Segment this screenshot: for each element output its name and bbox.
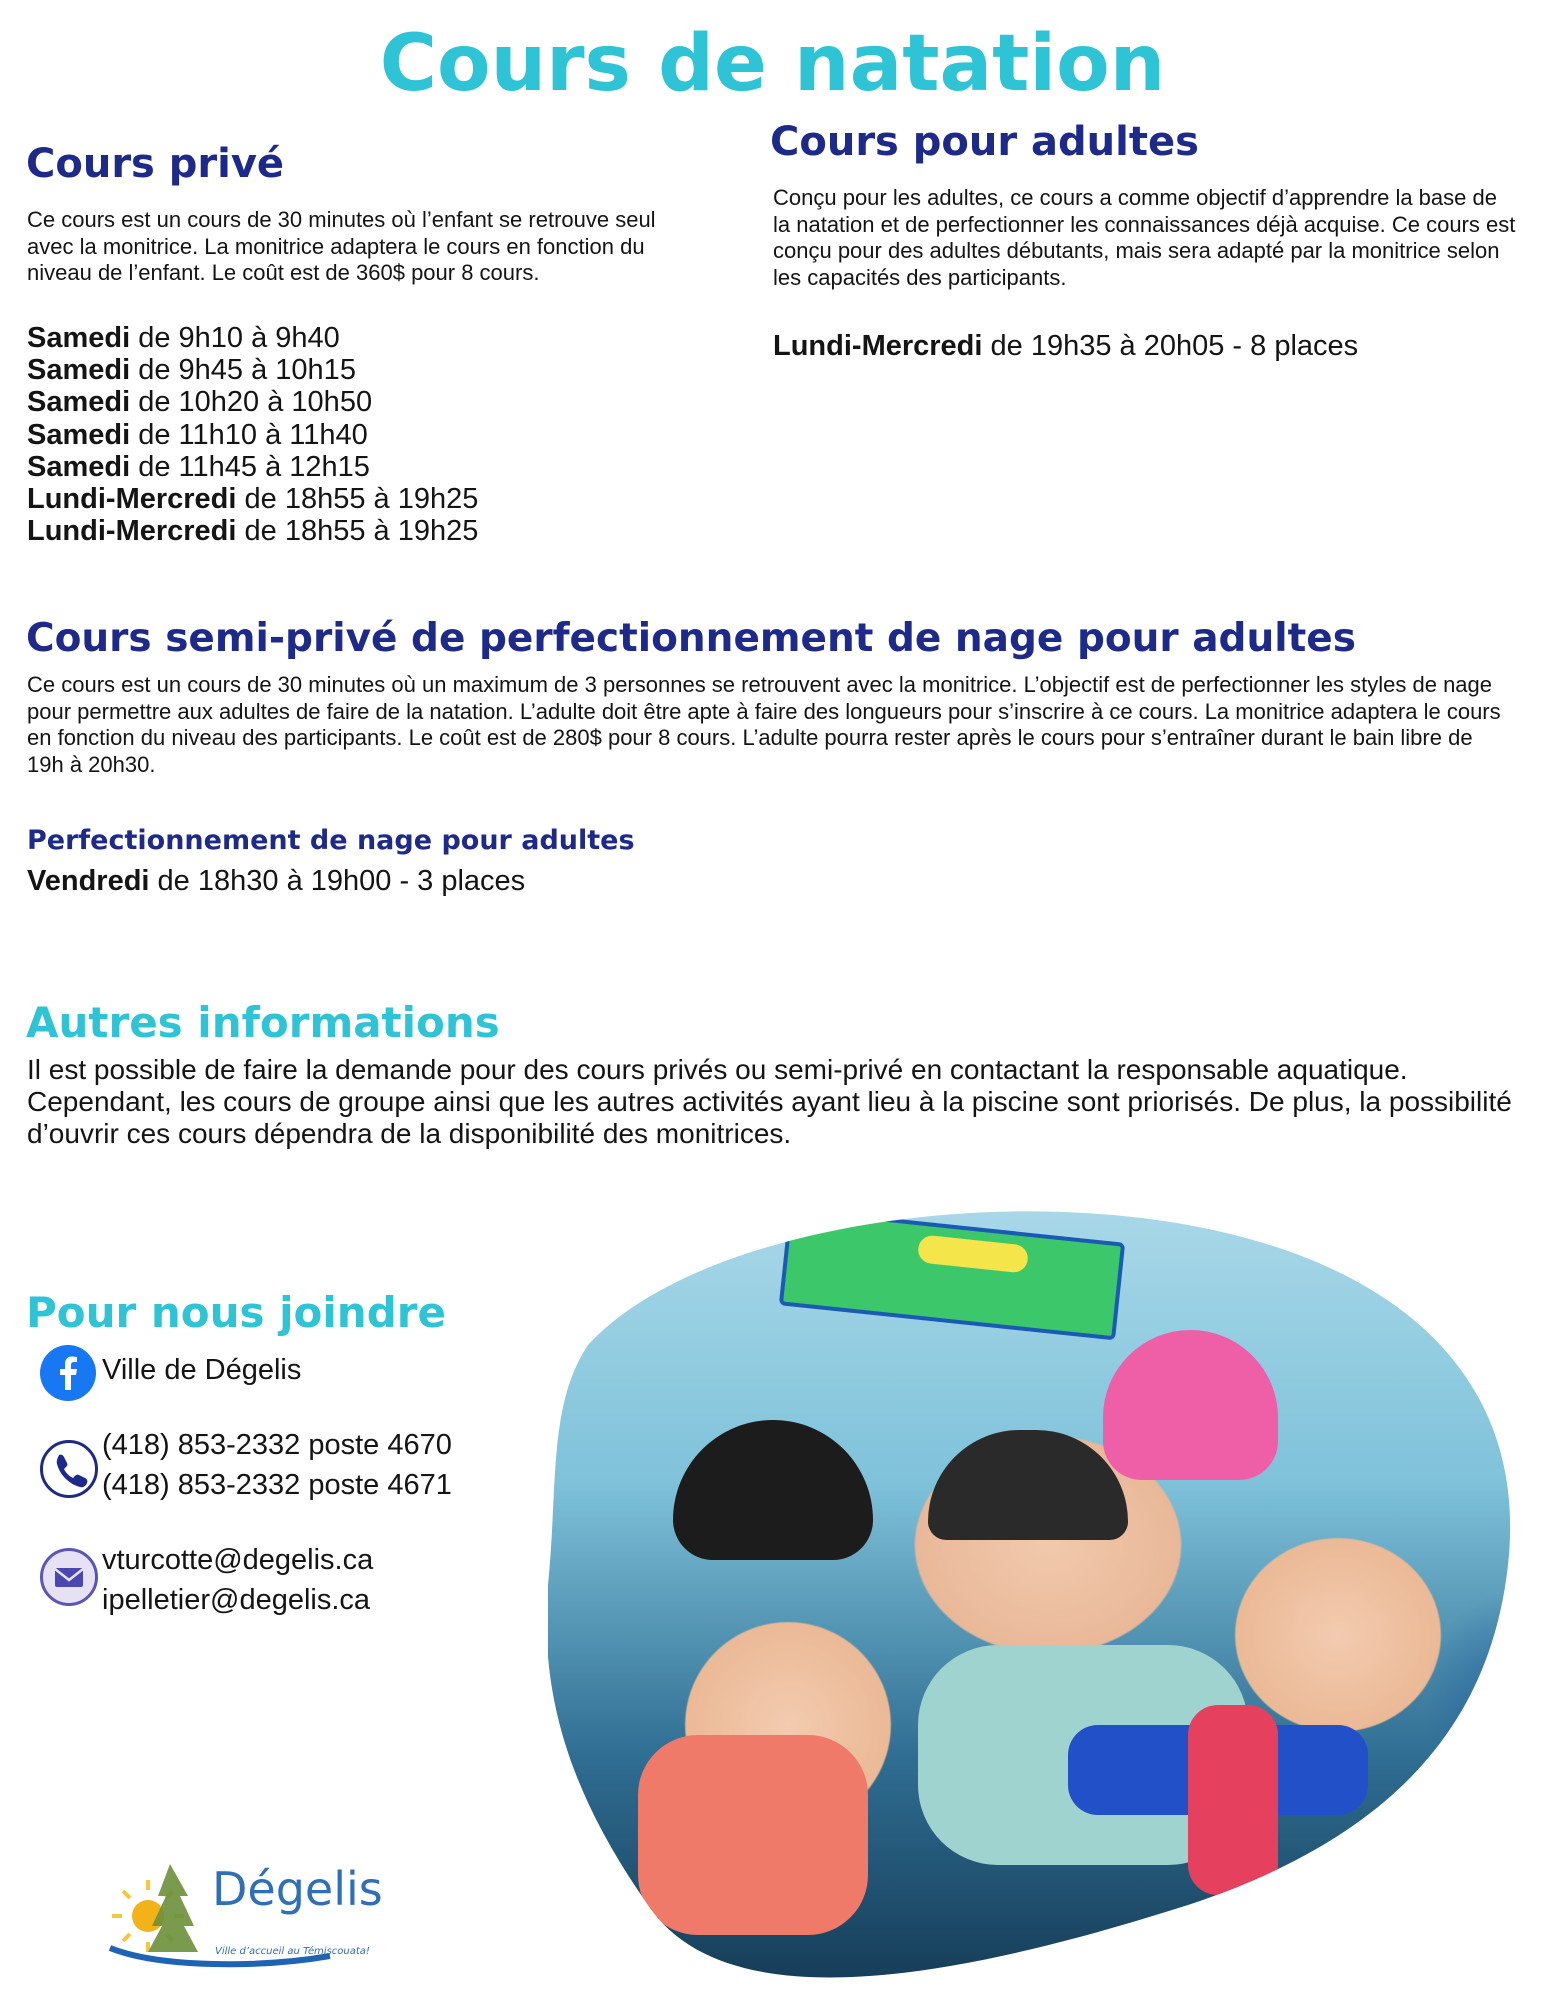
prive-description: Ce cours est un cours de 30 minutes où l’enfant se retrouve seul avec la monitrice. La monitrice adaptera le cours en fonction du niveau de l’enfant. Le coût est de 360$ pour 8 cours. [27, 207, 656, 285]
contact-heading: Pour nous joindre [26, 1288, 446, 1337]
facebook-link[interactable]: Ville de Dégelis [102, 1354, 302, 1386]
phone-number[interactable]: (418) 853-2332 poste 4671 [102, 1469, 452, 1501]
semi-prive-subheading: Perfectionnement de nage pour adultes [27, 825, 635, 856]
email-link[interactable]: vturcotte@degelis.ca [102, 1544, 374, 1576]
prive-heading: Cours privé [26, 141, 285, 187]
phone-icon [43, 1443, 95, 1495]
adultes-schedule [773, 330, 1358, 362]
schedule-time: de 9h10 à 9h40 [130, 322, 340, 354]
autres-heading: Autres informations [26, 998, 500, 1047]
schedule-line [27, 483, 707, 515]
logo-tagline: Ville d’accueil au Témiscouata! [215, 1946, 370, 1957]
schedule-line [27, 386, 707, 418]
pink-cap [1103, 1330, 1278, 1480]
schedule-day: Samedi [27, 386, 131, 419]
black-cap [673, 1420, 873, 1560]
swimming-lesson-photo [548, 1205, 1523, 1995]
schedule-day: Lundi-Mercredi [27, 515, 237, 548]
schedule-time: de 18h30 à 19h00 - 3 places [149, 865, 526, 897]
schedule-line [27, 419, 707, 451]
adultes-description: Conçu pour les adultes, ce cours a comme objectif d’apprendre la base de la natation et de perfectionner les connaissances déjà acquise. Ce cours est conçu pour des adultes débutants, mais sera adapté par la monitrice selon les capacités des participants. [773, 185, 1516, 290]
schedule-line [27, 515, 707, 547]
schedule-line [27, 322, 707, 354]
schedule-day: Samedi [27, 354, 131, 387]
semi-prive-schedule [27, 865, 525, 897]
schedule-time: de 18h55 à 19h25 [236, 515, 479, 548]
schedule-time: de 9h45 à 10h15 [130, 354, 356, 387]
schedule-line [27, 451, 707, 483]
phone-number[interactable]: (418) 853-2332 poste 4670 [102, 1429, 452, 1461]
page-title: Cours de natation [379, 19, 1166, 109]
email-link[interactable]: ipelletier@degelis.ca [102, 1584, 371, 1616]
logo-wordmark: Dégelis [212, 1862, 383, 1916]
adultes-heading: Cours pour adultes [770, 119, 1199, 165]
red-float [1188, 1705, 1278, 1895]
kickboard-shape [779, 1208, 1125, 1341]
schedule-day: Samedi [27, 322, 131, 354]
facebook-icon [40, 1345, 96, 1401]
semi-prive-description: Ce cours est un cours de 30 minutes où un maximum de 3 personnes se retrouvent avec la monitrice. L’objectif est de perfectionner les styles de nage pour permettre aux adultes de faire de la natation. L’adulte doit être apte à faire des longueurs pour s’inscrire à ce cours. La monitrice adaptera le cours en fonction du niveau des participants. Le coût est de 280$ pour 8 cours. L’adulte pourra rester après le cours pour s’entraîner durant le bain libre de 19h à 20h30. [27, 672, 1501, 777]
schedule-line [27, 354, 707, 386]
envelope-icon [43, 1551, 95, 1603]
schedule-time: de 11h10 à 11h40 [130, 418, 368, 451]
facebook-icon[interactable] [40, 1345, 96, 1401]
schedule-time: de 11h45 à 12h15 [130, 450, 370, 483]
autres-text: Il est possible de faire la demande pour des cours privés ou semi-privé en contactant la responsable aquatique. Cependant, les cours de groupe ainsi que les autres activités ayant lieu à la piscine sont priorisés. De plus, la possibilité d’ouvrir ces cours dépendra de la disponibilité des monitrices. [27, 1054, 1512, 1149]
degelis-logo [100, 1856, 410, 1974]
schedule-time: de 18h55 à 19h25 [236, 483, 479, 516]
schedule-day: Samedi [27, 450, 131, 483]
schedule-day: Lundi-Mercredi [773, 330, 983, 362]
pink-swimsuit [638, 1735, 868, 1935]
schedule-time: de 10h20 à 10h50 [130, 386, 373, 419]
phone-icon [40, 1440, 98, 1498]
semi-prive-heading: Cours semi-privé de perfectionnement de nage pour adultes [26, 616, 1356, 661]
prive-schedule [27, 322, 707, 547]
adult-hair [928, 1430, 1128, 1540]
schedule-day: Samedi [27, 418, 131, 451]
envelope-icon [40, 1548, 98, 1606]
schedule-day: Vendredi [27, 865, 150, 897]
schedule-day: Lundi-Mercredi [27, 483, 237, 516]
schedule-time: de 19h35 à 20h05 - 8 places [982, 330, 1359, 362]
